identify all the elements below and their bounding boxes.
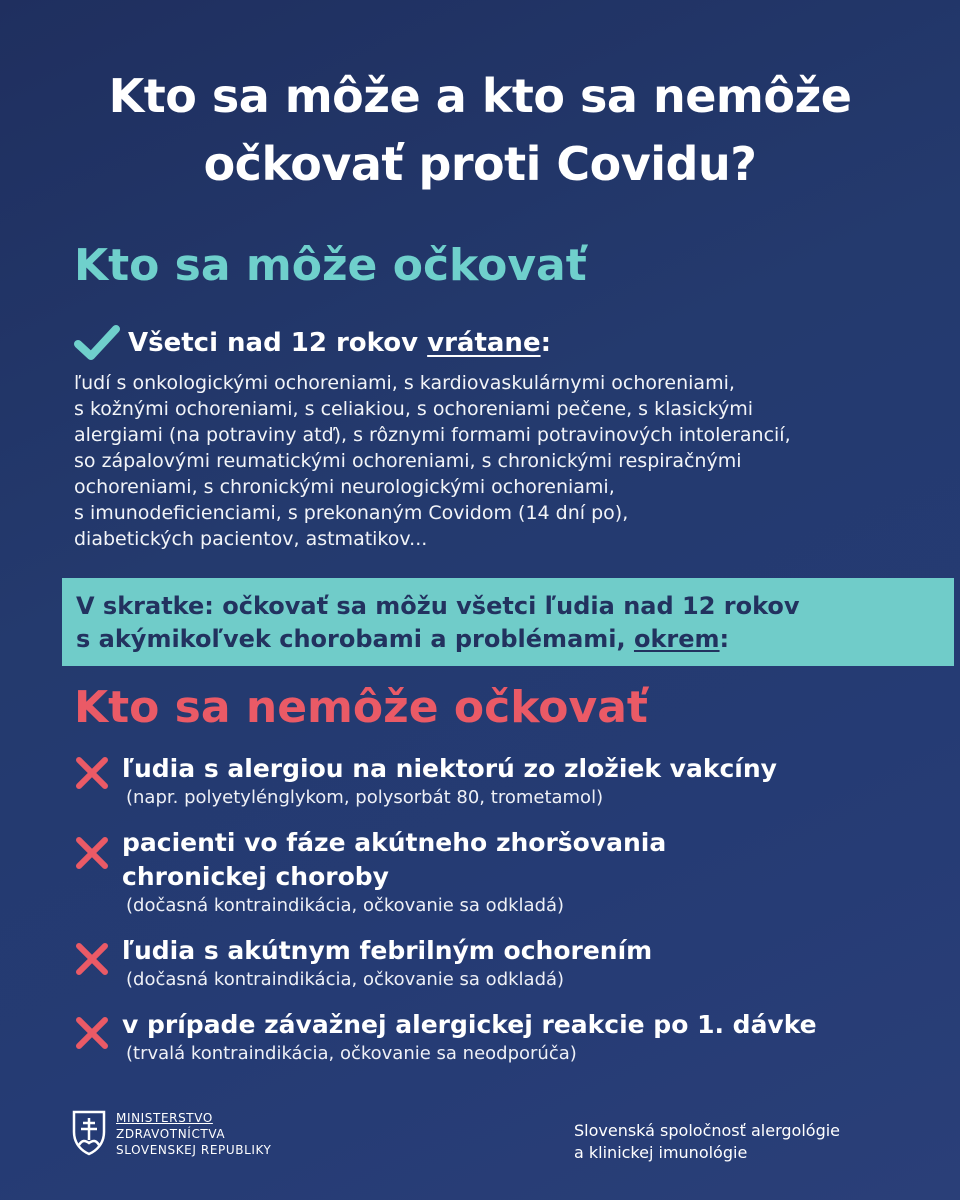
x-icon	[74, 940, 110, 976]
contraindication-note: (napr. polyetylénglykom, polysorbát 80, trometamol)	[126, 787, 604, 808]
summary-line-2-suffix: :	[719, 625, 730, 653]
desc-line: alergiami (na potraviny atď), s rôznymi formami potravinových intolerancií,	[74, 424, 791, 446]
coat-of-arms-icon	[72, 1110, 106, 1156]
x-icon	[74, 834, 110, 870]
contraindication-note: (trvalá kontraindikácia, očkovanie sa neodporúča)	[126, 1043, 577, 1064]
contraindication-title: pacienti vo fáze akútneho zhoršovania	[122, 828, 667, 857]
ministry-line-3: SLOVENSKEJ REPUBLIKY	[116, 1143, 272, 1157]
check-icon	[74, 323, 120, 363]
desc-line: ľudí s onkologickými ochoreniami, s kardiovaskulárnymi ochoreniami,	[74, 372, 735, 394]
contraindication-note: (dočasná kontraindikácia, očkovanie sa odkladá)	[126, 895, 565, 916]
contraindication-item	[74, 1008, 817, 1066]
contraindication-title: ľudia s akútnym febrilným ochorením	[122, 936, 653, 965]
ministry-line-1: MINISTERSTVO	[116, 1111, 213, 1125]
x-icon	[74, 754, 110, 790]
title-line-1: Kto sa môže a kto sa nemôže	[108, 69, 852, 123]
everyone-over-12-label	[128, 328, 551, 358]
ministry-name	[116, 1110, 271, 1158]
desc-line: ochoreniami, s chronickými neurologickými ochoreniami,	[74, 476, 615, 498]
contraindication-title: v prípade závažnej alergickej reakcie po 1. dávke	[122, 1010, 817, 1039]
ministry-line-2: ZDRAVOTNÍCTVA	[116, 1127, 226, 1141]
check-label-prefix: Všetci nad 12 rokov	[128, 328, 428, 358]
society-name	[574, 1120, 840, 1164]
summary-line-2	[76, 623, 954, 656]
cannot-vaccinate-heading: Kto sa nemôže očkovať	[74, 682, 648, 733]
contraindication-item	[74, 752, 777, 810]
desc-line: diabetických pacientov, astmatikov...	[74, 528, 428, 550]
contraindication-title-line-2: chronickej choroby	[122, 862, 389, 891]
ministry-logo	[72, 1110, 271, 1158]
check-label-suffix: :	[540, 328, 551, 358]
desc-line: s imunodeficienciami, s prekonaným Covidom (14 dní po),	[74, 502, 629, 524]
x-icon	[74, 1014, 110, 1050]
summary-box	[62, 578, 954, 666]
check-label-underlined: vrátane	[427, 328, 541, 358]
summary-line-2-prefix: s akýmikoľvek chorobami a problémami,	[76, 625, 634, 653]
can-vaccinate-heading: Kto sa môže očkovať	[74, 240, 587, 291]
everyone-over-12-row	[74, 323, 551, 363]
summary-line-2-underlined: okrem	[633, 625, 720, 653]
contraindication-item	[74, 826, 666, 918]
summary-line-1: V skratke: očkovať sa môžu všetci ľudia nad 12 rokov	[76, 592, 800, 620]
contraindication-title: ľudia s alergiou na niektorú zo zložiek vakcíny	[122, 754, 777, 783]
desc-line: so zápalovými reumatickými ochoreniami, s chronickými respiračnými	[74, 450, 742, 472]
society-line-1: Slovenská spoločnosť alergológie	[574, 1121, 841, 1140]
page-title	[0, 62, 960, 198]
title-line-2: očkovať proti Covidu?	[203, 137, 757, 191]
contraindication-item	[74, 934, 652, 992]
contraindication-note: (dočasná kontraindikácia, očkovanie sa odkladá)	[126, 969, 565, 990]
society-line-2: a klinickej imunológie	[574, 1143, 748, 1162]
desc-line: s kožnými ochoreniami, s celiakiou, s ochoreniami pečene, s klasickými	[74, 398, 754, 420]
included-conditions-text	[74, 370, 934, 552]
